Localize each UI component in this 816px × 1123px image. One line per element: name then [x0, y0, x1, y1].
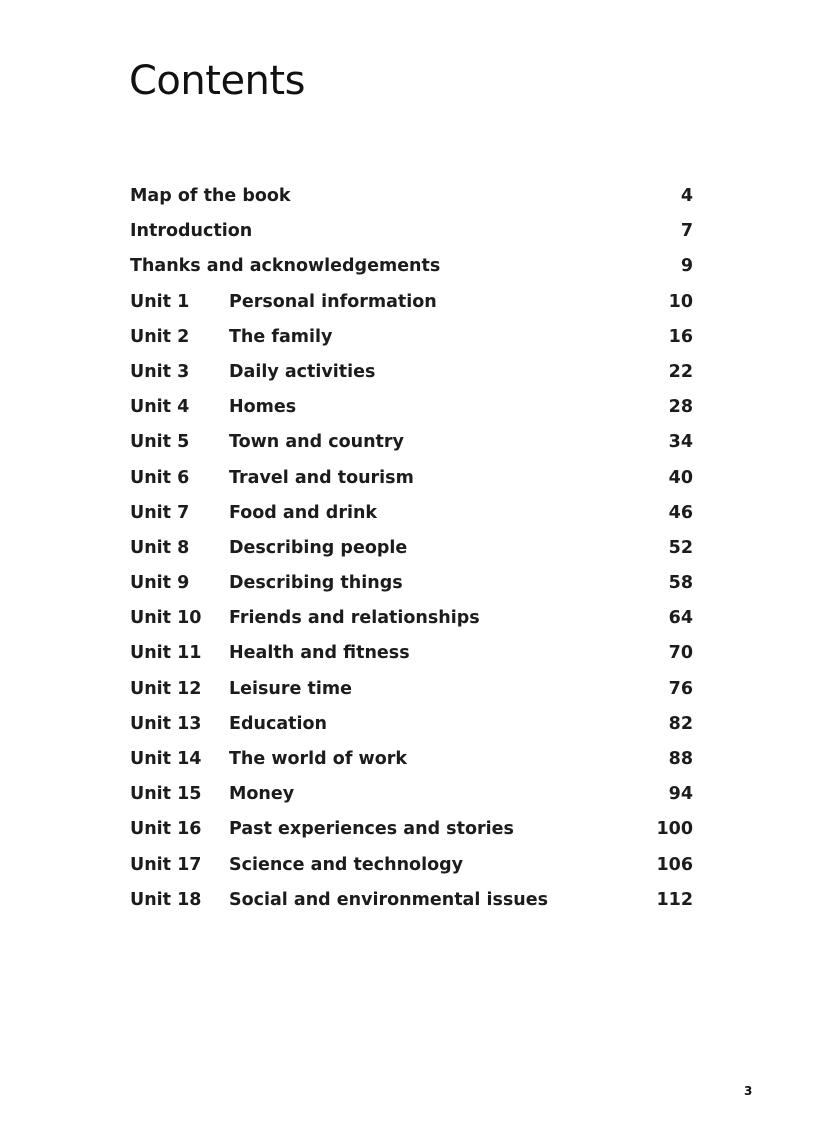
toc-unit-title: Past experiences and stories: [229, 819, 514, 840]
toc-row-unit[interactable]: [130, 497, 730, 532]
toc-unit-title: Education: [229, 713, 327, 734]
toc-unit-title: Food and drink: [229, 502, 378, 523]
toc-page-number: 7: [680, 221, 693, 242]
toc-unit-title: Money: [229, 784, 295, 805]
toc-page-number: 22: [668, 361, 693, 382]
toc-page-number: 34: [668, 432, 693, 453]
toc-unit-label: Unit 16: [130, 819, 202, 840]
toc-unit-title: Science and technology: [229, 854, 464, 875]
toc-unit-label: Unit 15: [130, 784, 202, 805]
toc-page-number: 9: [680, 256, 693, 277]
toc-page-number: 52: [668, 537, 693, 558]
toc-page-number: 88: [668, 749, 693, 769]
toc-unit-label: Unit 10: [130, 608, 202, 629]
toc-page-number: 28: [668, 397, 693, 418]
toc-page-number: 76: [668, 678, 693, 699]
toc-row-unit[interactable]: [130, 708, 730, 743]
toc-unit-label: Unit 6: [130, 467, 190, 488]
toc-label: Thanks and acknowledgements: [130, 256, 441, 277]
toc-unit-label: Unit 2: [130, 326, 190, 347]
table-of-contents: [130, 180, 730, 919]
toc-unit-label: Unit 5: [130, 432, 190, 453]
toc-unit-label: Unit 12: [130, 678, 202, 699]
toc-row-unit[interactable]: [130, 321, 730, 356]
toc-label: Introduction: [130, 221, 253, 242]
toc-unit-title: Town and country: [229, 432, 404, 453]
toc-page-number: 100: [656, 819, 693, 840]
toc-unit-title: Daily activities: [229, 361, 376, 382]
toc-unit-label: Unit 4: [130, 397, 190, 418]
toc-page-number: 82: [668, 713, 693, 734]
toc-page-number: 40: [668, 467, 693, 488]
toc-row-unit[interactable]: [130, 637, 730, 672]
toc-unit-label: Unit 13: [130, 713, 202, 734]
toc-label: Map of the book: [130, 186, 291, 206]
toc-page-number: 4: [680, 186, 693, 206]
toc-unit-label: Unit 11: [130, 643, 202, 664]
toc-row-unit[interactable]: [130, 391, 730, 426]
toc-row-unit[interactable]: [130, 356, 730, 391]
toc-row-unit[interactable]: [130, 567, 730, 602]
toc-row-unit[interactable]: [130, 673, 730, 708]
toc-unit-label: Unit 18: [130, 889, 202, 910]
toc-page-number: 46: [668, 502, 693, 523]
toc-row-unit[interactable]: [130, 743, 730, 778]
toc-unit-label: Unit 3: [130, 361, 190, 382]
toc-unit-label: Unit 14: [130, 749, 202, 769]
toc-row-unit[interactable]: [130, 813, 730, 848]
toc-page-number: 10: [668, 291, 693, 312]
page-title: Contents: [129, 58, 305, 104]
toc-row-thanks-and-acknowledgements[interactable]: [130, 250, 730, 285]
toc-unit-title: Travel and tourism: [229, 467, 414, 488]
toc-row-unit[interactable]: [130, 426, 730, 461]
toc-row-unit[interactable]: [130, 286, 730, 321]
toc-row-unit[interactable]: [130, 532, 730, 567]
toc-page-number: 106: [656, 854, 693, 875]
toc-unit-label: Unit 17: [130, 854, 202, 875]
toc-unit-title: The world of work: [229, 749, 407, 769]
toc-unit-label: Unit 7: [130, 502, 190, 523]
toc-unit-title: Personal information: [229, 291, 437, 312]
toc-row-unit[interactable]: [130, 602, 730, 637]
toc-row-unit[interactable]: [130, 462, 730, 497]
toc-unit-title: Friends and relationships: [229, 608, 480, 629]
toc-unit-title: Social and environmental issues: [229, 889, 549, 910]
toc-row-unit[interactable]: [130, 778, 730, 813]
toc-unit-label: Unit 1: [130, 291, 190, 312]
toc-row-map-of-the-book[interactable]: [130, 180, 730, 215]
toc-unit-label: Unit 8: [130, 537, 190, 558]
toc-page-number: 94: [668, 784, 693, 805]
toc-page-number: 70: [668, 643, 693, 664]
toc-page-number: 64: [668, 608, 693, 629]
toc-row-unit[interactable]: [130, 849, 730, 884]
toc-page-number: 58: [668, 573, 693, 594]
toc-row-unit[interactable]: [130, 884, 730, 919]
toc-unit-title: Describing people: [229, 537, 408, 558]
toc-unit-title: Homes: [229, 397, 297, 418]
toc-unit-title: Health and fitness: [229, 643, 410, 664]
toc-unit-title: Describing things: [229, 573, 403, 594]
toc-unit-label: Unit 9: [130, 573, 190, 594]
toc-unit-title: Leisure time: [229, 678, 352, 699]
toc-row-introduction[interactable]: [130, 215, 730, 250]
toc-unit-title: The family: [229, 326, 333, 347]
toc-page-number: 16: [668, 326, 693, 347]
page-footer-number: 3: [744, 1084, 753, 1098]
toc-page-number: 112: [656, 889, 693, 910]
